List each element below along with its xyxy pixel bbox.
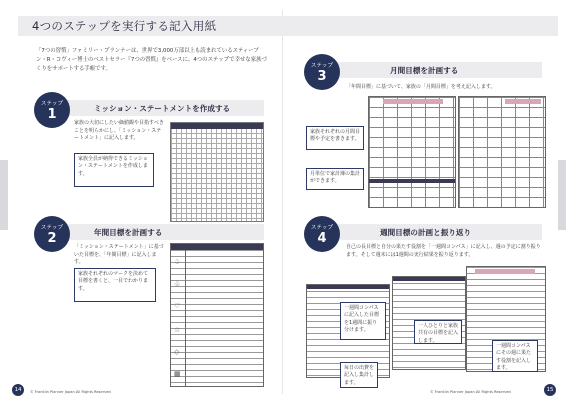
step4-note-3: 毎日の出費を記入し集計します。 [340, 362, 378, 388]
step2-heading: 年間目標を計画する [94, 228, 163, 237]
monthly-budget-bar [369, 179, 455, 183]
step4-badge [304, 216, 340, 252]
right-edge-tab [558, 160, 566, 230]
step4-badge-number: 4 [317, 231, 327, 246]
mission-statement-form [170, 122, 264, 222]
monthly-pink-bar-right [505, 99, 541, 104]
step4-note-1: 一週間コンパスに記入した目標を1週間に振り分けます。 [340, 302, 386, 340]
family-mark-heart: ♡ [174, 302, 181, 310]
step1-heading: ミッション・ステートメントを作成する [94, 104, 231, 113]
page-number-right: 15 [544, 384, 556, 396]
monthly-pink-bar [383, 99, 443, 104]
step3-note-2: 月単位で家計簿の集計ができます。 [306, 168, 364, 190]
step3-header [310, 62, 542, 78]
step3-description: 「年間目標」に基づいて、家族の「月間目標」を考え記入します。 [346, 84, 496, 90]
footer-left: © Franklin Planner Japan All Rights Reserved [30, 390, 111, 394]
page-number-left: 14 [12, 384, 24, 396]
step4-badge-label: ステップ [310, 225, 334, 231]
step2-badge-number: 2 [47, 231, 57, 246]
family-mark-club: ♧ [174, 280, 181, 288]
step1-badge [34, 92, 70, 128]
form-header-bar [171, 123, 263, 129]
step3-badge-number: 3 [317, 69, 327, 84]
step2-badge [34, 216, 70, 252]
step1-badge-number: 1 [47, 107, 57, 122]
page-title: 4つのステップを実行する記入用紙 [32, 19, 217, 33]
family-mark-star: ☆ [174, 326, 181, 334]
step3-badge [304, 54, 340, 90]
step1-description: 家族の大切にしたい価値観や目指すべきことを明らかにし、「ミッション・ステートメント」に記入します。 [74, 120, 164, 142]
annual-goals-form [170, 243, 264, 387]
step2-note: 家族それぞれのマークを決めて目標を書くと、一目でわかります。 [74, 268, 156, 302]
step1-badge-label: ステップ [40, 101, 64, 107]
step4-note-2: 一人ひとりと家族共有の目標を記入します。 [414, 320, 462, 344]
intro-paragraph: 「7つの習慣」ファミリー・プランナーは、世界で3,000万部以上も読まれているスティーブン・R・コヴィー博士のベストセラー『7つの習慣』をベースに、4つのステップで幸せな家族づくりをサポートする手帳です。 [36, 48, 267, 72]
page-fold [282, 10, 283, 394]
step3-badge-label: ステップ [310, 63, 334, 69]
step4-header [310, 224, 542, 240]
title-bar [18, 16, 558, 36]
weekly-left-header [307, 285, 389, 289]
step2-badge-label: ステップ [40, 225, 64, 231]
step3-note-1: 家族それぞれの月間目標や予定を書きます。 [306, 126, 364, 150]
step2-description: 「ミッション・ステートメント」に基づいた目標を、「年間目標」に記入します。 [74, 244, 164, 266]
step4-description: 自己の長目標と自分の果たす役割を「一週間コンパス」に記入し、週の予定に割り振ります。そして週末には1週間の実行結果を振り返ります。 [346, 244, 541, 258]
step3-heading: 月間目標を計画する [390, 66, 459, 75]
footer-right: © Franklin Planner Japan All Rights Reserved [430, 390, 511, 394]
family-mark-diamond: ◇ [174, 348, 180, 356]
step1-header [40, 100, 264, 116]
step2-header [40, 224, 264, 240]
monthly-goals-form-right [458, 96, 546, 208]
step4-heading: 週間目標の計画と振り返り [380, 228, 472, 237]
annual-form-divider [185, 250, 186, 386]
weekly-pink-bar [475, 269, 535, 274]
weekly-middle-header [393, 277, 465, 281]
family-mark-spade: ♤ [174, 258, 181, 266]
family-mark-house: ▦ [174, 370, 181, 378]
step1-note: 家族全員が納得できるミッション・ステートメントを作成します。 [74, 153, 154, 187]
monthly-goals-form-left [368, 96, 456, 208]
left-edge-tab [0, 160, 8, 230]
step4-note-4: 一週間コンパスにその週に果たす役割を記入します。 [492, 340, 538, 372]
